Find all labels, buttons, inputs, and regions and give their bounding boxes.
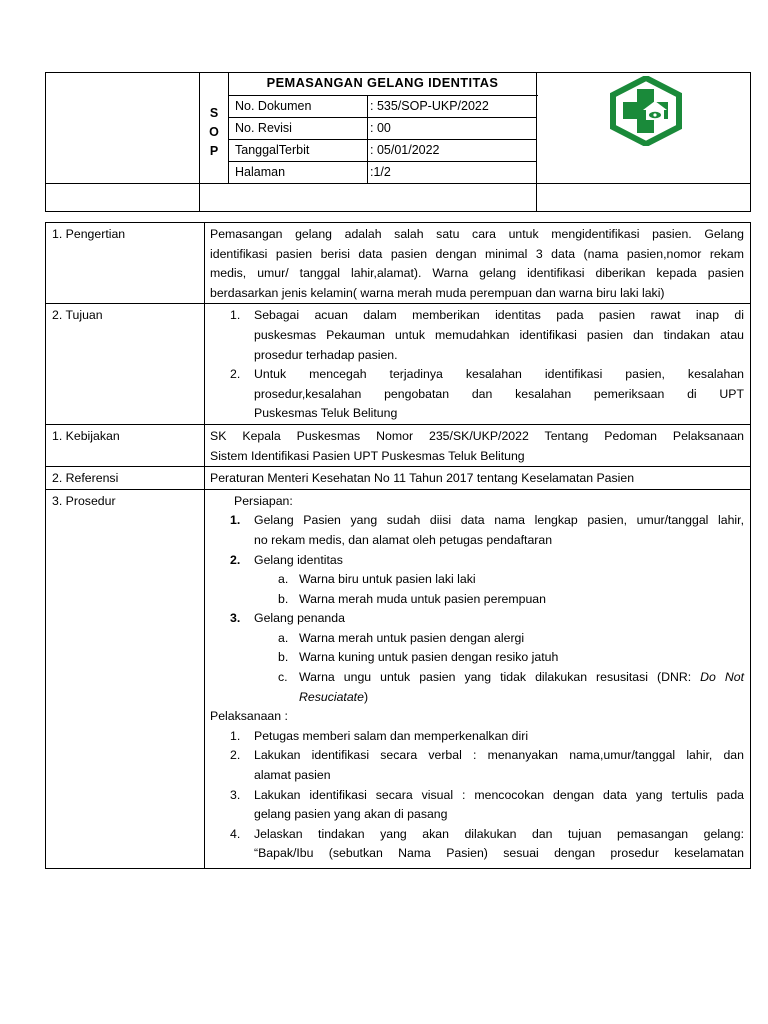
sop-letter-p: P [209,144,219,158]
meta-value-tanggal: : 05/01/2022 [368,140,537,162]
meta-key-halaman: Halaman [229,162,368,184]
pelaksanaan-item-line: “Bapak/Ibu (sebutkan Nama Pasien) sesuai dengan prosedur keselamatan [254,846,744,861]
content-kebijakan [205,424,751,466]
persiapan-item-number: 2. [230,552,241,567]
meta-value-revisi: : 00 [368,118,537,140]
document-title: PEMASANGAN GELANG IDENTITAS [229,73,537,96]
pelaksanaan-item-line: Petugas memberi salam dan memperkenalkan diri [254,728,529,743]
label-tujuan: 2. Tujuan [46,304,205,425]
document-meta [229,96,537,184]
persiapan-subitem-letter: b. [278,591,289,606]
persiapan-subitem-letter: c. [278,670,288,685]
referensi-text: Peraturan Menteri Kesehatan No 11 Tahun 2017 tentang Keselamatan Pasien [210,471,635,486]
label-prosedur: 3. Prosedur [46,489,205,868]
persiapan-subitem-text [299,668,744,688]
persiapan-subitem-text-tail: ) [363,689,369,704]
pelaksanaan-item-line: Lakukan identifikasi secara visual : mencocokan dengan data yang tertulis pada [254,787,744,802]
tujuan-item-line: Sebagai acuan dalam memberikan identitas pada pasien rawat inap di [254,308,744,323]
tujuan-item [210,365,744,424]
persiapan-subitem-letter: a. [278,630,289,645]
persiapan-item-number: 3. [230,611,241,626]
persiapan-subitem [210,570,744,590]
label-referensi: 2. Referensi [46,467,205,490]
tujuan-item-number: 2. [230,367,241,382]
persiapan-subitem-text-italic: Resuciatate [299,689,364,704]
pelaksanaan-item-number: 2. [230,748,241,763]
pengertian-line: identifikasi pasien berisi data pasien dengan minimal 3 data (nama pasien,nomor rekam [210,246,744,261]
pelaksanaan-heading: Pelaksanaan : [210,709,288,724]
persiapan-item [210,551,744,571]
persiapan-subitem-letter: b. [278,650,289,665]
persiapan-subitem-text-cont [299,688,744,708]
logo-cell [537,73,751,184]
persiapan-subitem-text: Warna merah untuk pasien dengan alergi [299,630,525,645]
persiapan-subitem-text-italic: Do Not [700,670,745,685]
meta-key-revisi: No. Revisi [229,118,368,140]
persiapan-item-number: 1. [230,513,241,528]
tujuan-item-line: puskesmas Pekauman untuk memudahkan identifikasi pasien dan tindakan atau [254,327,744,342]
persiapan-item-line: Gelang Pasien yang sudah diisi data nama lengkap pasien, umur/tanggal lahir, [254,513,744,528]
pelaksanaan-item [210,786,744,825]
tujuan-item-number: 1. [230,308,241,323]
pelaksanaan-item-line: alamat pasien [254,768,331,783]
header-left-blank [46,73,200,184]
sop-body-table [45,222,751,869]
persiapan-item [210,511,744,550]
pengertian-line: medis, umur/ tanggal lahir,alamat). Warna gelang identifikasi diberikan kepada pasien [210,266,744,281]
pelaksanaan-item-line: gelang pasien yang akan di pasang [254,807,448,822]
tujuan-item-line: Untuk mencegah terjadinya kesalahan identifikasi pasien, kesalahan [254,367,744,382]
kebijakan-line: SK Kepala Puskesmas Nomor 235/SK/UKP/2022 Tentang Pedoman Pelaksanaan [210,428,744,443]
pelaksanaan-item-number: 3. [230,787,241,802]
persiapan-subitem [210,629,744,649]
sop-label [200,73,229,184]
content-tujuan [205,304,751,425]
persiapan-subitem-text: Warna merah muda untuk pasien perempuan [299,591,546,606]
meta-key-tanggal: TanggalTerbit [229,140,368,162]
pengertian-line: berdasarkan jenis kelamin( warna merah muda perempuan dan warna biru laki laki) [210,285,665,300]
persiapan-subitem [210,590,744,610]
persiapan-subitem-text-main: Warna ungu untuk pasien yang tidak dilakukan resusitasi (DNR: [299,670,692,685]
persiapan-item [210,609,744,629]
persiapan-subitem-text: Warna biru untuk pasien laki laki [299,572,476,587]
meta-key-dokumen: No. Dokumen [229,96,368,118]
persiapan-item-line: Gelang identitas [254,552,343,567]
pelaksanaan-item [210,746,744,785]
pelaksanaan-item [210,825,744,864]
label-kebijakan: 1. Kebijakan [46,424,205,466]
persiapan-subitem-letter: a. [278,572,289,587]
tujuan-item-line: Puskesmas Teluk Belitung [254,406,398,421]
tujuan-item [210,306,744,365]
pelaksanaan-item-number: 4. [230,826,241,841]
persiapan-subitem [210,648,744,668]
persiapan-subitem-text: Warna kuning untuk pasien dengan resiko jatuh [299,650,559,665]
meta-value-halaman: :1/2 [368,162,537,184]
content-referensi [205,467,751,490]
sop-letter-s: S [209,106,219,120]
signature-blank-3 [537,184,751,212]
signature-blank-2 [200,184,537,212]
content-pengertian [205,223,751,304]
pelaksanaan-item [210,727,744,747]
persiapan-item-line: no rekam medis, dan alamat oleh petugas pendaftaran [254,532,553,547]
document-header [45,72,751,212]
pelaksanaan-item-number: 1. [230,728,241,743]
persiapan-subitem [210,668,744,707]
pengertian-line: Pemasangan gelang adalah salah satu cara untuk mengidentifikasi pasien. Gelang [210,227,744,241]
persiapan-item-line: Gelang penanda [254,611,345,626]
sop-letter-o: O [209,125,219,139]
tujuan-item-line: prosedur,kesalahan pengobatan dan kesalahan pemeriksaan di UPT [254,386,744,401]
tujuan-item-line: prosedur terhadap pasien. [254,347,398,362]
label-pengertian: 1. Pengertian [46,223,205,304]
content-prosedur [205,489,751,868]
pelaksanaan-item-line: Lakukan identifikasi secara verbal : menanyakan nama,umur/tanggal lahir, dan [254,748,744,763]
meta-value-dokumen: : 535/SOP-UKP/2022 [368,96,537,118]
kebijakan-line: Sistem Identifikasi Pasien UPT Puskesmas Teluk Belitung [210,448,525,463]
pelaksanaan-item-line: Jelaskan tindakan yang akan dilakukan dan tujuan pemasangan gelang: [254,826,744,841]
persiapan-heading: Persiapan: [234,493,293,508]
signature-blank-1 [46,184,200,212]
puskesmas-logo-icon [609,76,683,146]
